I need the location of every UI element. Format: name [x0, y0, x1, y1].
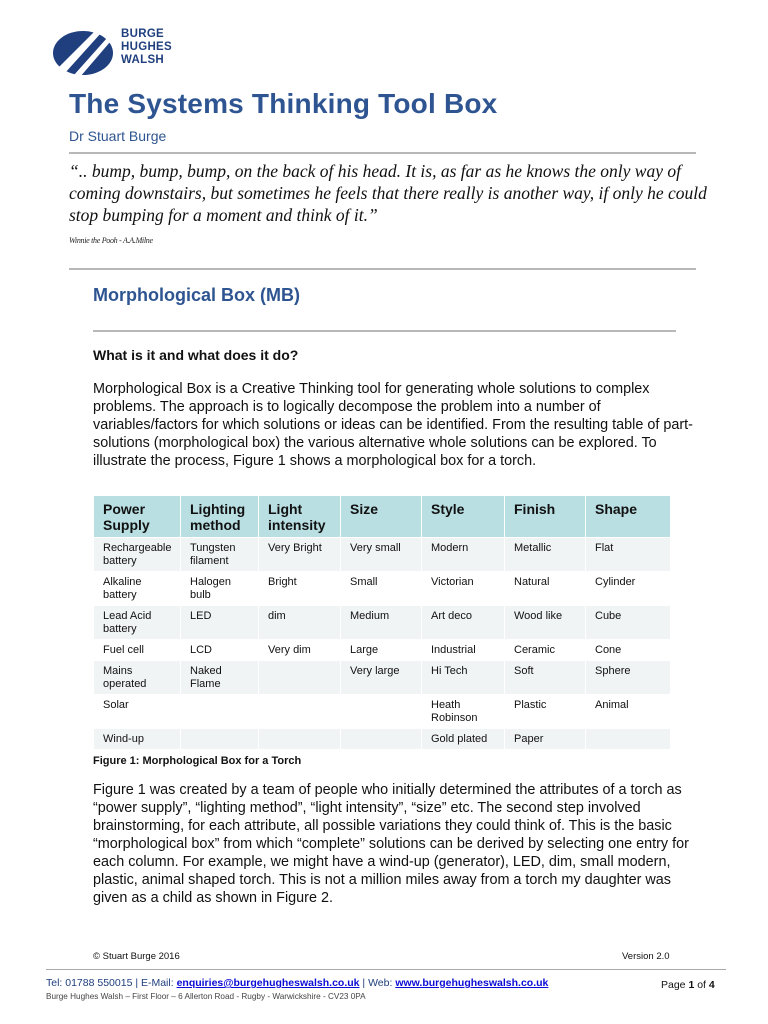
column-header-style: Style [422, 496, 505, 538]
table-cell: Wind-up [94, 729, 181, 750]
logo-mark-icon [52, 28, 114, 78]
table-cell: Animal [586, 695, 671, 729]
logo-word-3: WALSH [121, 54, 165, 66]
column-header-lighting-method: Lighting method [181, 496, 259, 538]
email-link[interactable]: enquiries@burgehugheswalsh.co.uk [176, 977, 360, 989]
column-header-light-intensity: Light intensity [259, 496, 341, 538]
figure-caption: Figure 1: Morphological Box for a Torch [93, 755, 302, 767]
footer-divider [46, 969, 726, 970]
table-cell: Rechargeable battery [94, 538, 181, 572]
version-label: Version 2.0 [622, 951, 670, 962]
column-header-finish: Finish [505, 496, 586, 538]
table-cell: Solar [94, 695, 181, 729]
table-cell: Gold plated [422, 729, 505, 750]
table-cell [341, 695, 422, 729]
table-cell: Large [341, 640, 422, 661]
table-cell: Medium [341, 606, 422, 640]
table-cell: Art deco [422, 606, 505, 640]
table-row [94, 538, 671, 572]
table-cell: Very dim [259, 640, 341, 661]
table-cell [181, 695, 259, 729]
company-address: Burge Hughes Walsh – First Floor – 6 Allerton Road - Rugby - Warwickshire - CV23 0PA [46, 992, 366, 1001]
table-row [94, 729, 671, 750]
quote-divider [69, 268, 696, 270]
page-total: 4 [708, 979, 715, 991]
logo-word-1: BURGE [121, 28, 165, 40]
logo-wordmark [121, 28, 172, 67]
column-header-power-supply: Power Supply [94, 496, 181, 538]
table-cell: Cube [586, 606, 671, 640]
table-cell: Lead Acid battery [94, 606, 181, 640]
table-cell [259, 661, 341, 695]
table-row [94, 661, 671, 695]
document-author: Dr Stuart Burge [69, 128, 167, 144]
section-title: Morphological Box (MB) [93, 285, 300, 305]
table-row [94, 695, 671, 729]
table-cell: Mains operated [94, 661, 181, 695]
section-subheading: What is it and what does it do? [93, 347, 299, 363]
table-cell: Tungsten filament [181, 538, 259, 572]
morphological-box-table [93, 495, 671, 750]
company-logo [52, 26, 232, 81]
table-cell: Flat [586, 538, 671, 572]
intro-paragraph: Morphological Box is a Creative Thinking tool for generating whole solutions to complex problems. The approach is to logically decompose the problem into a number of variables/factors for which solutions or ideas can be identified. From the resulting table of part-solutions (morphological box) the various alternative whole solutions can be explored. To illustrate the process, Figure 1 shows a morphological box for a torch. [93, 381, 693, 469]
table-cell [259, 729, 341, 750]
page-current: 1 [688, 979, 695, 991]
table-cell [341, 729, 422, 750]
epigraph-attribution: Winnie the Pooh - A.A.Milne [69, 236, 153, 245]
table-cell: Modern [422, 538, 505, 572]
epigraph-quote: “.. bump, bump, bump, on the back of his head. It is, as far as he knows the only way of coming downstairs, but sometimes he feels that there really is another way, if only he could stop bumping for a moment and think of it.” [69, 161, 707, 225]
table-cell: Very small [341, 538, 422, 572]
table-cell: Metallic [505, 538, 586, 572]
table-cell: Wood like [505, 606, 586, 640]
table-cell: Small [341, 572, 422, 606]
table-cell: dim [259, 606, 341, 640]
table-cell: Plastic [505, 695, 586, 729]
contact-line [46, 977, 548, 989]
table-row [94, 640, 671, 661]
table-cell: Cylinder [586, 572, 671, 606]
page-label: Page [661, 979, 689, 991]
table-header-row [94, 496, 671, 538]
website-link[interactable]: www.burgehugheswalsh.co.uk [395, 977, 549, 989]
logo-word-2: HUGHES [121, 41, 173, 53]
page-indicator [661, 979, 715, 991]
table-cell: Ceramic [505, 640, 586, 661]
contact-tel-label: Tel: 01788 550015 | E-Mail: [46, 977, 177, 989]
table-cell [259, 695, 341, 729]
table-row [94, 572, 671, 606]
table-cell: Victorian [422, 572, 505, 606]
table-cell: LCD [181, 640, 259, 661]
table-cell: Halogen bulb [181, 572, 259, 606]
table-cell [586, 729, 671, 750]
table-cell: Very large [341, 661, 422, 695]
table-cell: Sphere [586, 661, 671, 695]
section-divider [93, 330, 676, 332]
table-cell: Soft [505, 661, 586, 695]
column-header-size: Size [341, 496, 422, 538]
column-header-shape: Shape [586, 496, 671, 538]
header-divider [69, 152, 696, 154]
table-cell: LED [181, 606, 259, 640]
table-cell: Paper [505, 729, 586, 750]
table-cell: Alkaline battery [94, 572, 181, 606]
table-cell: Fuel cell [94, 640, 181, 661]
contact-web-label: | Web: [359, 977, 396, 989]
table-cell [181, 729, 259, 750]
table-cell: Cone [586, 640, 671, 661]
table-cell: Industrial [422, 640, 505, 661]
table-cell: Bright [259, 572, 341, 606]
table-cell: Heath Robinson [422, 695, 505, 729]
document-title: The Systems Thinking Tool Box [69, 88, 498, 119]
copyright-notice: © Stuart Burge 2016 [93, 951, 180, 962]
table-cell: Natural [505, 572, 586, 606]
page-of-label: of [694, 979, 709, 991]
table-cell: Hi Tech [422, 661, 505, 695]
table-cell: Very Bright [259, 538, 341, 572]
table-cell: Naked Flame [181, 661, 259, 695]
explanation-paragraph: Figure 1 was created by a team of people who initially determined the attributes of a torch as “power supply”, “lighting method”, “light intensity”, “size” etc. The second step involved brainstorming, for each attribute, all possible variations they could think of. This is the basic “morphological box” from which “complete” solutions can be derived by selecting one entry for each column. For example, we might have a wind-up (generator), LED, dim, small modern, plastic, animal shaped torch. This is not a million miles away from a torch my daughter was given as a child as shown in Figure 2. [93, 782, 689, 906]
table-row [94, 606, 671, 640]
